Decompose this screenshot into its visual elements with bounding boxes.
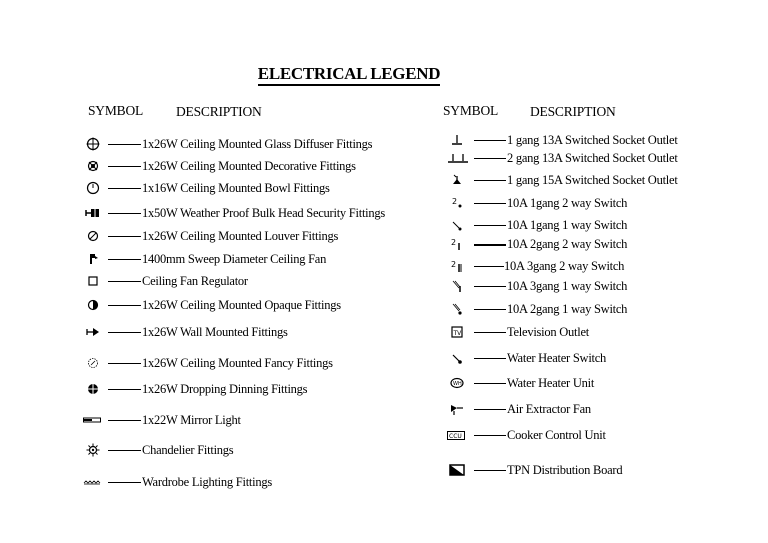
wall-fitting-icon (82, 322, 104, 342)
legend-label: Water Heater Unit (507, 376, 595, 390)
switch-3g1w-icon (446, 276, 468, 296)
legend-row (82, 226, 402, 246)
socket-1gang-icon (446, 130, 468, 150)
opaque-fitting-icon (82, 295, 104, 315)
air-extractor-icon (446, 399, 468, 419)
tv-outlet-icon (446, 322, 468, 342)
legend-row (446, 299, 706, 319)
svg-text:2: 2 (452, 197, 458, 206)
wardrobe-light-icon (82, 472, 102, 492)
svg-text:TV: TV (453, 330, 462, 337)
legend-label: 10A 2gang 2 way Switch (507, 237, 628, 251)
decorative-fitting-icon (82, 156, 104, 176)
legend-row (446, 234, 706, 254)
mirror-light-icon (82, 410, 102, 430)
fan-regulator-icon (82, 271, 104, 291)
legend-row (446, 215, 706, 235)
legend-row (82, 178, 402, 198)
switch-2g2w-icon (446, 234, 468, 254)
bulkhead-fitting-icon (82, 203, 104, 223)
switch-2g1w-icon (446, 299, 468, 319)
legend-row (82, 379, 402, 399)
chandelier-icon (82, 440, 104, 460)
circle-cross-icon (82, 134, 104, 154)
legend-label: 10A 3gang 1 way Switch (507, 279, 628, 293)
legend-title: ELECTRICAL LEGEND (0, 64, 698, 84)
legend-label: 1400mm Sweep Diameter Ceiling Fan (142, 252, 327, 266)
legend-label: Chandelier Fittings (142, 443, 234, 457)
legend-row (82, 472, 402, 492)
bowl-fitting-icon (82, 178, 104, 198)
switch-1g2w-icon (446, 193, 468, 213)
legend-row (446, 399, 706, 419)
svg-text:CCU: CCU (449, 432, 462, 440)
socket-2gang-icon (446, 148, 470, 168)
left-description-header: DESCRIPTION (176, 104, 262, 119)
svg-text:WH: WH (453, 381, 462, 387)
legend-row (82, 322, 402, 342)
legend-label: Television Outlet (507, 325, 590, 339)
legend-label: 1x26W Ceiling Mounted Decorative Fittings (142, 159, 356, 173)
legend-label: 10A 2gang 1 way Switch (507, 302, 628, 316)
switch-3g2w-icon (446, 256, 468, 276)
switch-1g1w-icon (446, 215, 468, 235)
legend-label: 1x16W Ceiling Mounted Bowl Fittings (142, 181, 330, 195)
legend-label: Cooker Control Unit (507, 428, 606, 442)
legend-row (82, 440, 402, 460)
legend-label: 1x50W Weather Proof Bulk Head Security Fittings (142, 206, 385, 220)
right-symbol-header: SYMBOL (443, 103, 499, 118)
legend-label: 1x22W Mirror Light (142, 413, 241, 427)
legend-row (446, 373, 706, 393)
cooker-control-icon (446, 425, 466, 445)
legend-label: Ceiling Fan Regulator (142, 274, 248, 288)
legend-row (446, 322, 706, 342)
legend-label: Wardrobe Lighting Fittings (142, 475, 272, 489)
legend-row (82, 271, 402, 291)
louver-fitting-icon (82, 226, 104, 246)
legend-row (82, 203, 402, 223)
legend-row (82, 295, 402, 315)
legend-label: 1x26W Wall Mounted Fittings (142, 325, 288, 339)
legend-row (446, 170, 706, 190)
legend-row (82, 353, 402, 373)
socket-15a-icon (446, 170, 468, 190)
legend-label: TPN Distribution Board (507, 463, 623, 477)
legend-label: 1x26W Ceiling Mounted Louver Fittings (142, 229, 339, 243)
legend-row (446, 130, 706, 150)
legend-row (446, 256, 706, 276)
legend-label: Water Heater Switch (507, 351, 607, 365)
legend-row (82, 134, 402, 154)
svg-text:2: 2 (451, 260, 457, 269)
legend-label: 1x26W Ceiling Mounted Opaque Fittings (142, 298, 341, 312)
legend-row (446, 460, 706, 480)
legend-row (446, 425, 706, 445)
right-description-header: DESCRIPTION (530, 104, 616, 119)
legend-row (446, 148, 706, 168)
fancy-fitting-icon (82, 353, 104, 373)
legend-label: 1x26W Ceiling Mounted Fancy Fittings (142, 356, 333, 370)
legend-label: 1 gang 13A Switched Socket Outlet (507, 133, 678, 147)
legend-row (446, 348, 706, 368)
legend-label: 10A 1gang 1 way Switch (507, 218, 628, 232)
legend-label: 1 gang 15A Switched Socket Outlet (507, 173, 678, 187)
legend-label: 2 gang 13A Switched Socket Outlet (507, 151, 678, 165)
water-heater-switch-icon (446, 348, 468, 368)
legend-row (446, 193, 706, 213)
left-symbol-header: SYMBOL (88, 103, 144, 118)
legend-row (446, 276, 706, 296)
legend-row (82, 410, 402, 430)
svg-text:2: 2 (451, 238, 457, 247)
legend-row (82, 156, 402, 176)
legend-label: 1x26W Dropping Dinning Fittings (142, 382, 308, 396)
legend-label: 10A 3gang 2 way Switch (504, 259, 625, 273)
legend-row (82, 249, 402, 269)
legend-label: 1x26W Ceiling Mounted Glass Diffuser Fittings (142, 137, 373, 151)
dropping-fitting-icon (82, 379, 104, 399)
legend-label: 10A 1gang 2 way Switch (507, 196, 628, 210)
water-heater-unit-icon (446, 373, 468, 393)
ceiling-fan-icon (82, 249, 104, 269)
legend-label: Air Extractor Fan (507, 402, 591, 416)
distribution-board-icon (446, 460, 468, 480)
